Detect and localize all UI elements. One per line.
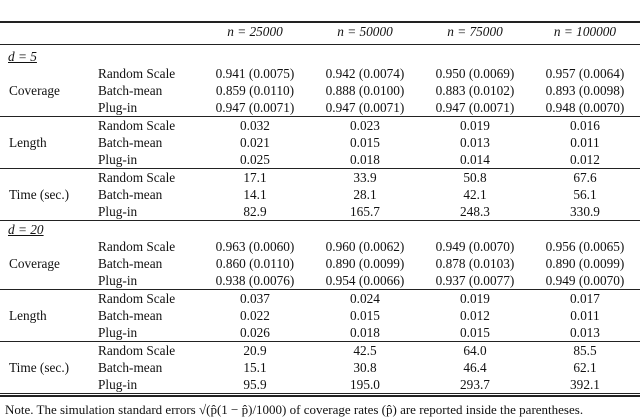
- table-cell: 248.3: [460, 204, 490, 219]
- table-cell: 0.893 (0.0098): [545, 83, 625, 98]
- method-label: Plug-in: [98, 273, 138, 288]
- method-label: Random Scale: [98, 291, 176, 306]
- table-cell: 0.941 (0.0075): [215, 66, 295, 81]
- table-cell: 0.012: [460, 308, 490, 323]
- table-cell: 0.956 (0.0065): [545, 239, 625, 254]
- table-cell: 0.938 (0.0076): [215, 273, 295, 288]
- table-cell: 0.015: [460, 325, 490, 340]
- metric-label: Time (sec.): [9, 360, 70, 375]
- table-cell: 62.1: [573, 360, 597, 375]
- table-cell: 0.947 (0.0071): [215, 100, 295, 115]
- table-cell: 0.024: [350, 291, 380, 306]
- table-cell: 0.011: [570, 308, 600, 323]
- method-label: Random Scale: [98, 343, 176, 358]
- table-cell: 42.5: [353, 343, 377, 358]
- table-cell: 0.890 (0.0099): [545, 256, 625, 271]
- table-cell: 0.950 (0.0069): [435, 66, 515, 81]
- bottom-rule: [0, 395, 640, 397]
- table-cell: 0.883 (0.0102): [435, 83, 515, 98]
- metric-label: Time (sec.): [9, 187, 70, 202]
- table-cell: 20.9: [243, 343, 267, 358]
- column-header: n = 25000: [227, 24, 283, 39]
- table-cell: 0.025: [240, 152, 270, 167]
- table-cell: 0.963 (0.0060): [215, 239, 295, 254]
- method-label: Plug-in: [98, 100, 138, 115]
- table-cell: 46.4: [463, 360, 487, 375]
- table-cell: 0.948 (0.0070): [545, 100, 625, 115]
- table-cell: 293.7: [460, 377, 490, 392]
- table-cell: 0.947 (0.0071): [435, 100, 515, 115]
- table-cell: 0.014: [460, 152, 490, 167]
- section-label: d = 20: [8, 222, 44, 237]
- table-cell: 85.5: [573, 343, 597, 358]
- table-cell: 0.015: [350, 308, 380, 323]
- table-cell: 165.7: [350, 204, 380, 219]
- table-cell: 15.1: [243, 360, 267, 375]
- table-cell: 67.6: [573, 170, 597, 185]
- table-cell: 0.937 (0.0077): [435, 273, 515, 288]
- method-label: Plug-in: [98, 204, 138, 219]
- table-cell: 0.019: [460, 118, 490, 133]
- group-rule: [0, 393, 640, 394]
- table-cell: 82.9: [243, 204, 267, 219]
- column-header: n = 75000: [447, 24, 503, 39]
- table-cell: 195.0: [350, 377, 380, 392]
- method-label: Batch-mean: [98, 135, 163, 150]
- table-cell: 64.0: [463, 343, 487, 358]
- table-cell: 0.032: [240, 118, 270, 133]
- table-cell: 0.011: [570, 135, 600, 150]
- method-label: Random Scale: [98, 170, 176, 185]
- table-cell: 0.037: [240, 291, 270, 306]
- table-cell: 0.016: [570, 118, 600, 133]
- method-label: Batch-mean: [98, 83, 163, 98]
- method-label: Random Scale: [98, 239, 176, 254]
- table-note: Note. The simulation standard errors √(p̂(1 − p̂)/1000) of coverage rates (p̂) are reported inside the parentheses.: [5, 402, 584, 417]
- table-cell: 330.9: [570, 204, 600, 219]
- method-label: Batch-mean: [98, 187, 163, 202]
- method-label: Batch-mean: [98, 360, 163, 375]
- table-cell: 33.9: [353, 170, 377, 185]
- table-cell: 0.942 (0.0074): [325, 66, 405, 81]
- table-cell: 0.960 (0.0062): [325, 239, 405, 254]
- method-label: Batch-mean: [98, 308, 163, 323]
- method-label: Plug-in: [98, 325, 138, 340]
- table-cell: 0.947 (0.0071): [325, 100, 405, 115]
- table-cell: 0.013: [570, 325, 600, 340]
- table-cell: 0.949 (0.0070): [435, 239, 515, 254]
- table-cell: 56.1: [573, 187, 597, 202]
- table-cell: 0.949 (0.0070): [545, 273, 625, 288]
- metric-label: Length: [9, 135, 47, 150]
- table-cell: 0.019: [460, 291, 490, 306]
- table-cell: 0.859 (0.0110): [215, 83, 295, 98]
- table-cell: 50.8: [463, 170, 487, 185]
- table-cell: 0.023: [350, 118, 380, 133]
- section-label: d = 5: [8, 49, 37, 64]
- table-cell: 0.878 (0.0103): [435, 256, 515, 271]
- table-cell: 14.1: [243, 187, 267, 202]
- table-cell: 0.022: [240, 308, 270, 323]
- table-cell: 0.018: [350, 152, 380, 167]
- table-cell: 0.018: [350, 325, 380, 340]
- table-cell: 0.954 (0.0066): [325, 273, 405, 288]
- method-label: Batch-mean: [98, 256, 163, 271]
- table-cell: 0.012: [570, 152, 600, 167]
- table-cell: 42.1: [463, 187, 487, 202]
- table-cell: 0.890 (0.0099): [325, 256, 405, 271]
- method-label: Random Scale: [98, 118, 176, 133]
- table-cell: 0.026: [240, 325, 270, 340]
- method-label: Random Scale: [98, 66, 176, 81]
- table-cell: 0.021: [240, 135, 270, 150]
- table-cell: 17.1: [243, 170, 267, 185]
- table-cell: 0.957 (0.0064): [545, 66, 625, 81]
- table-cell: 95.9: [243, 377, 267, 392]
- table-cell: 392.1: [570, 377, 600, 392]
- header-rule: [0, 44, 640, 45]
- table-cell: 30.8: [353, 360, 377, 375]
- method-label: Plug-in: [98, 152, 138, 167]
- column-header: n = 50000: [337, 24, 393, 39]
- table-cell: 0.888 (0.0100): [325, 83, 405, 98]
- method-label: Plug-in: [98, 377, 138, 392]
- table-cell: 28.1: [353, 187, 377, 202]
- table-cell: 0.017: [570, 291, 600, 306]
- column-header: n = 100000: [553, 24, 617, 39]
- table-cell: 0.013: [460, 135, 490, 150]
- metric-label: Coverage: [9, 256, 60, 271]
- table-cell: 0.860 (0.0110): [215, 256, 295, 271]
- metric-label: Coverage: [9, 83, 60, 98]
- metric-label: Length: [9, 308, 47, 323]
- group-rule: [0, 220, 640, 221]
- table-cell: 0.015: [350, 135, 380, 150]
